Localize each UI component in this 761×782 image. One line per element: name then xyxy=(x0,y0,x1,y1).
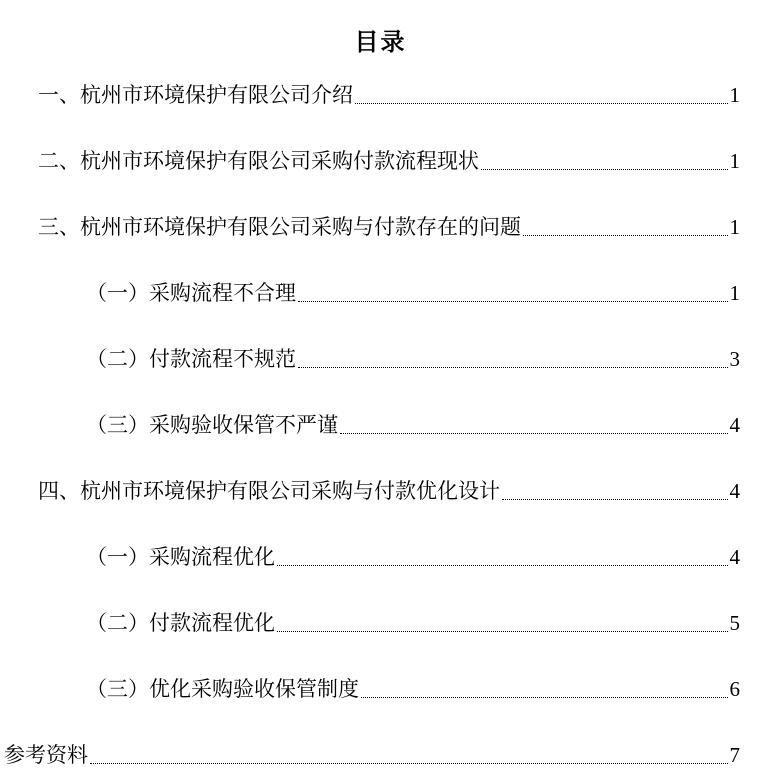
toc-leader xyxy=(277,631,728,632)
toc-page-number: 1 xyxy=(729,215,740,239)
toc-page-number: 5 xyxy=(729,611,740,635)
toc-entry-text: 三、杭州市环境保护有限公司采购与付款存在的问题 xyxy=(38,215,521,239)
toc-entry-3-1[interactable] xyxy=(0,276,740,310)
toc-entry-4-2[interactable] xyxy=(0,606,740,640)
toc-page-number: 1 xyxy=(729,281,740,305)
toc-leader xyxy=(481,169,728,170)
toc-leader xyxy=(298,367,728,368)
toc-page-number: 1 xyxy=(729,83,740,107)
toc-leader xyxy=(277,565,728,566)
toc-entry-references[interactable] xyxy=(0,738,740,772)
toc-entry-3-2[interactable] xyxy=(0,342,740,376)
toc-page-number: 6 xyxy=(729,677,740,701)
toc-entry-text: （二）付款流程优化 xyxy=(86,611,275,635)
toc-page-number: 3 xyxy=(729,347,740,371)
toc-entry-text: 二、杭州市环境保护有限公司采购付款流程现状 xyxy=(38,149,479,173)
toc-entry-4-1[interactable] xyxy=(0,540,740,574)
toc-page-number: 4 xyxy=(729,545,740,569)
toc-entry-3[interactable] xyxy=(0,210,740,244)
toc-entry-text: （一）采购流程不合理 xyxy=(86,281,296,305)
toc-entry-2[interactable] xyxy=(0,144,740,178)
toc-entry-1[interactable] xyxy=(0,78,740,112)
toc-entry-4[interactable] xyxy=(0,474,740,508)
toc-page-number: 7 xyxy=(729,743,740,767)
toc-leader xyxy=(355,103,728,104)
toc-entry-4-3[interactable] xyxy=(0,672,740,706)
toc-leader xyxy=(502,499,728,500)
toc-entry-text: 参考资料 xyxy=(4,743,88,767)
toc-page-number: 1 xyxy=(729,149,740,173)
toc-leader xyxy=(298,301,728,302)
toc-entry-text: 四、杭州市环境保护有限公司采购与付款优化设计 xyxy=(38,479,500,503)
toc-leader xyxy=(90,763,728,764)
toc-entry-text: （二）付款流程不规范 xyxy=(86,347,296,371)
page-title: 目录 xyxy=(354,28,407,56)
toc-leader xyxy=(361,697,728,698)
toc-entry-text: 一、杭州市环境保护有限公司介绍 xyxy=(38,83,353,107)
toc-entry-text: （一）采购流程优化 xyxy=(86,545,275,569)
toc-entry-3-3[interactable] xyxy=(0,408,740,442)
toc-leader xyxy=(340,433,728,434)
toc-leader xyxy=(523,235,728,236)
toc-page-number: 4 xyxy=(729,413,740,437)
toc-entry-text: （三）采购验收保管不严谨 xyxy=(86,413,338,437)
toc-page-number: 4 xyxy=(729,479,740,503)
toc-entry-text: （三）优化采购验收保管制度 xyxy=(86,677,359,701)
